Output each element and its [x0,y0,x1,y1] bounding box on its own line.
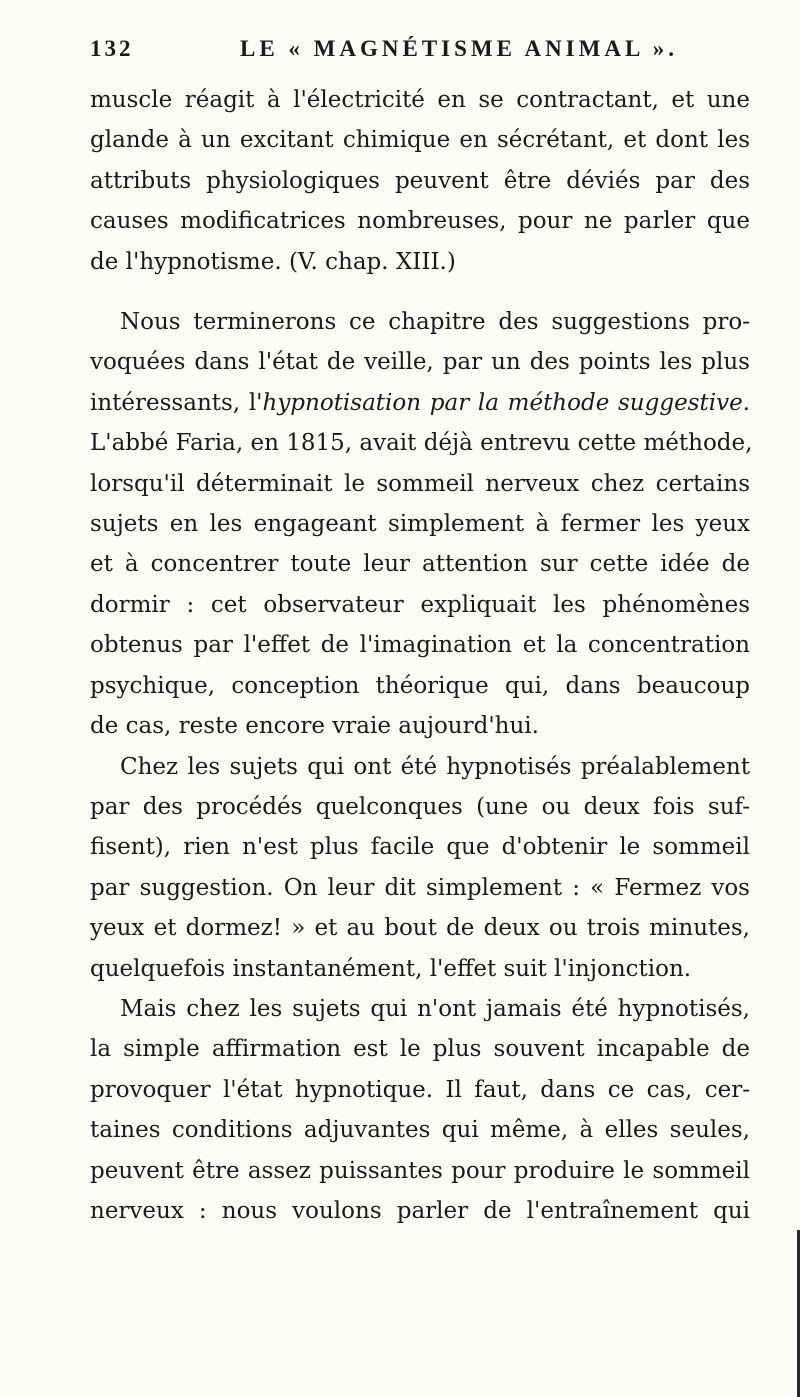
text-line: L'abbé Faria, en 1815, avait déjà entrevu cette méthode, [90,430,753,457]
text-line: et à concentrer toute leur attention sur cette idée de [90,551,750,578]
text-line: de cas, reste encore vraie aujourd'hui. [90,713,539,740]
paragraph-4 [90,989,750,1231]
text-line [90,383,750,423]
text-line: peuvent être assez puissantes pour produire le sommeil [90,1157,750,1184]
text-line: attributs physiologiques peuvent être déviés par des [90,167,750,194]
text-line: Chez les sujets qui ont été hypnotisés préalablement [120,753,750,780]
text-line: yeux et dormez! » et au bout de deux ou trois minutes, [90,915,750,942]
text-line: quelquefois instantanément, l'effet suit l'injonction. [90,955,692,982]
body-text [90,80,753,1231]
paragraph-1 [90,80,750,282]
page-header [90,36,750,66]
text-line: fisent), rien n'est plus facile que d'obtenir le sommeil [90,834,750,861]
text-line: dormir : cet observateur expliquait les phénomènes [90,591,750,618]
text-fragment: intéressants, l' [90,389,263,416]
text-line: par des procédés quelconques (une ou deux fois suf- [90,793,750,820]
text-line: de l'hypnotisme. (V. chap. XIII.) [90,248,456,275]
text-line: taines conditions adjuvantes qui même, à elles seules, [90,1117,750,1144]
text-line: nerveux : nous voulons parler de l'entraînement qui [90,1197,750,1224]
text-line: par suggestion. On leur dit simplement : « Fermez vos [90,874,750,901]
text-line: lorsqu'il déterminait le sommeil nerveux chez certains [90,470,750,497]
page-number: 132 [90,36,134,61]
paragraph-2 [90,302,753,746]
text-line: provoquer l'état hypnotique. Il faut, dans ce cas, cer- [90,1076,750,1103]
running-title: LE « MAGNÉTISME ANIMAL ». [240,36,679,61]
text-line: sujets en les engageant simplement à fermer les yeux [90,511,750,538]
text-line: psychique, conception théorique qui, dans beaucoup [90,672,750,699]
text-line: causes modificatrices nombreuses, pour ne parler que [90,208,750,235]
text-line: glande à un excitant chimique en sécrétant, et dont les [90,127,750,154]
text-line: Mais chez les sujets qui n'ont jamais été hypnotisés, [120,995,750,1022]
text-line: Nous terminerons ce chapitre des suggestions pro- [120,309,750,336]
italic-phrase: hypnotisation par la méthode suggestive. [262,389,750,416]
text-line: obtenus par l'effet de l'imagination et la concentration [90,632,750,659]
paragraph-3 [90,747,750,989]
text-line: muscle réagit à l'électricité en se contractant, et une [90,87,750,113]
text-line: voquées dans l'état de veille, par un des points les plus [90,349,750,376]
text-line: la simple affirmation est le plus souvent incapable de [90,1036,750,1063]
